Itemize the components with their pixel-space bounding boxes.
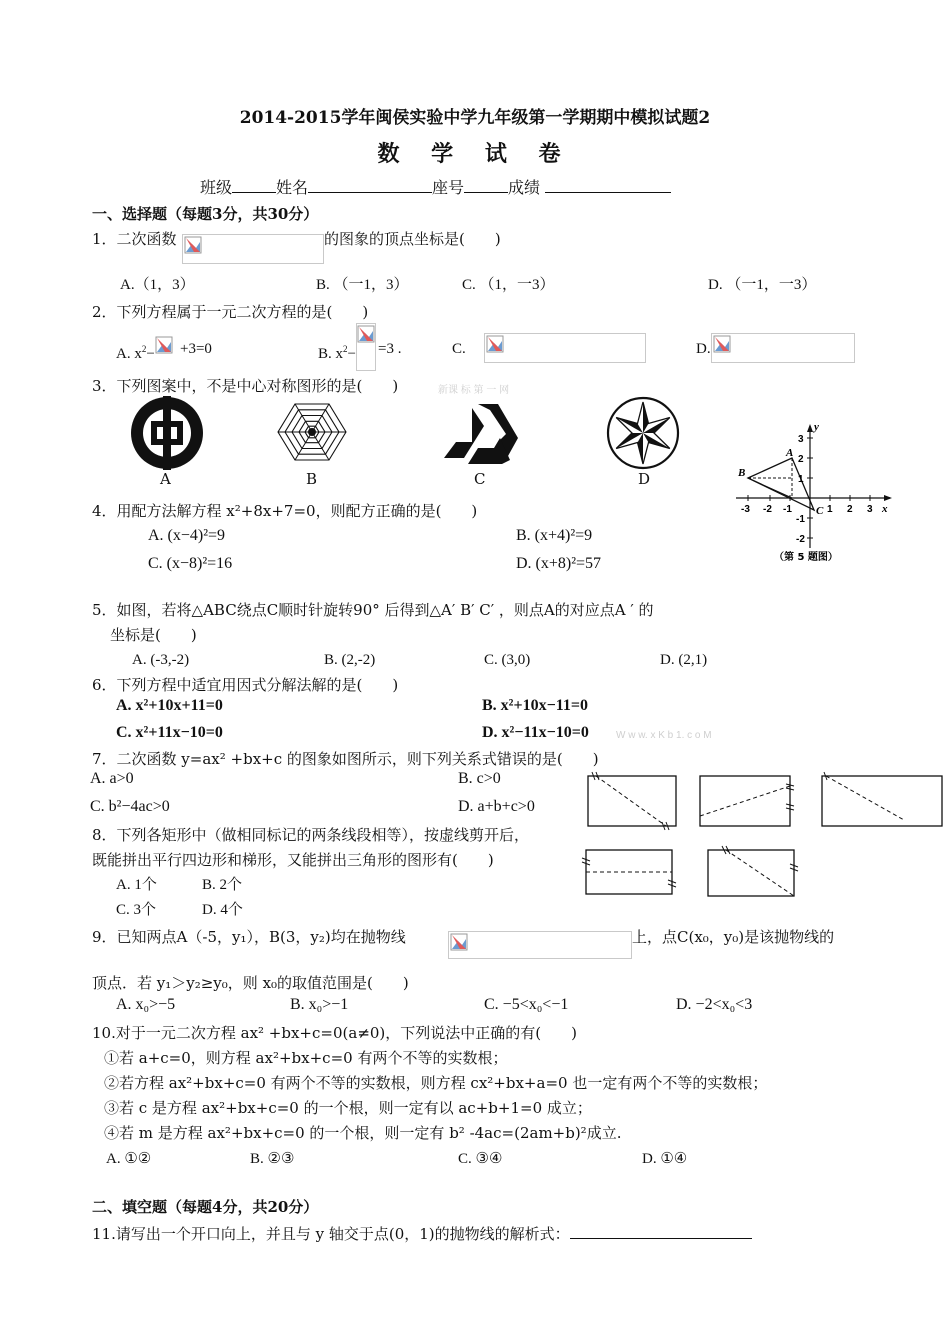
q8-stem-line2: 既能拼出平行四边形和梯形，又能拼出三角形的图形有( ) [92, 851, 494, 869]
fig5-point-b: B [738, 467, 746, 479]
q9-option-a[interactable]: A. x₀>−5 [116, 996, 176, 1013]
fig5-xtick: -2 [763, 504, 772, 515]
fig5-ytick: 1 [798, 474, 804, 485]
fig5-ytick: -2 [796, 534, 805, 545]
q8-option-d[interactable]: D. 4个 [202, 902, 243, 918]
q7-option-b[interactable]: B. c>0 [458, 770, 501, 787]
fig5-xtick: -1 [783, 504, 792, 515]
info-line [200, 178, 671, 197]
q4-option-c[interactable]: C. (x−8)²=16 [148, 555, 233, 572]
q10-statement-4: ④若 m 是方程 ax²+bx+c=0 的一个根，则一定有 b² -4ac=(2am+b)²成立. [104, 1124, 622, 1142]
fig5-ytick: 3 [798, 434, 804, 445]
exam-subtitle: 数 学 试 卷 [377, 141, 573, 167]
section-2-heading: 二、填空题（每题4分，共20分） [92, 1198, 319, 1216]
q11-text: 11.请写出一个开口向上，并且与 y 轴交于点(0，1)的抛物线的解析式： [92, 1225, 570, 1243]
q6-option-c[interactable]: C. x²+11x−10=0 [116, 724, 223, 741]
q10-option-c[interactable]: C. ③④ [458, 1151, 503, 1167]
q8-option-a[interactable]: A. 1个 [116, 877, 157, 893]
q1-option-b[interactable]: B. （一1，3） [316, 277, 409, 293]
fig5-point-c: C [816, 505, 824, 517]
q3-label-d: D [638, 470, 651, 488]
broken-image-icon [713, 335, 731, 353]
q10-stem: 10.对于一元二次方程 ax² +bx+c=0(a≠0)，下列说法中正确的有( ) [92, 1024, 577, 1042]
q7-stem: 7．二次函数 y=ax² +bx+c 的图象如图所示，则下列关系式错误的是( ) [92, 750, 599, 768]
q2-option-b[interactable]: B. $x^2-$ [318, 344, 356, 362]
q6-option-d[interactable]: D. x²−11x−10=0 [482, 724, 589, 741]
q3-stem: 3．下列图案中，不是中心对称图形的是( ) [92, 377, 399, 395]
q10-statement-3: ③若 c 是方程 ax²+bx+c=0 的一个根，则一定有以 ac+b+1=0 成立； [104, 1099, 592, 1117]
q7-option-d[interactable]: D. a+b+c>0 [458, 798, 535, 815]
q2-a-text2: +3=0 [180, 341, 212, 357]
fig5-y-label: y [814, 421, 819, 433]
q2-stem: 2．下列方程属于一元二次方程的是( ) [92, 303, 369, 321]
q11-stem [92, 1224, 752, 1243]
q1-option-d[interactable]: D. （一1，一3） [708, 277, 817, 293]
q9-formula-image [448, 931, 632, 959]
q9-stem-pre: 9．已知两点A（-5，y₁），B(3，y₂)均在抛物线 [92, 928, 406, 946]
q1-option-c[interactable]: C. （1，一3） [462, 277, 555, 293]
class-blank[interactable] [232, 178, 276, 193]
q5-option-d[interactable]: D. (2,1) [660, 652, 708, 668]
q3-figure-b-hexagon[interactable] [274, 398, 350, 466]
score-blank[interactable] [545, 178, 671, 193]
q6-option-b[interactable]: B. x²+10x−11=0 [482, 697, 588, 714]
fig5-x-label: x [882, 503, 888, 515]
q6-stem: 6．下列方程中适宜用因式分解法解的是( ) [92, 676, 399, 694]
name-label: 姓名 [276, 178, 309, 197]
q7-option-c[interactable]: C. b²−4ac>0 [90, 798, 170, 815]
q2-option-d[interactable]: D. [696, 341, 711, 357]
q4-option-d[interactable]: D. (x+8)²=57 [516, 555, 602, 572]
q3-figure-a-coin[interactable] [130, 396, 204, 470]
watermark: 新课 标 第 一 网 [438, 385, 510, 396]
q6-option-a[interactable]: A. x²+10x+11=0 [116, 697, 223, 714]
q5-option-c[interactable]: C. (3,0) [484, 652, 531, 668]
q1-option-a[interactable]: A.（1，3） [120, 277, 195, 293]
q10-option-a[interactable]: A. ①② [106, 1151, 152, 1167]
q2-b-text1: B. x [318, 346, 344, 362]
broken-image-icon [184, 236, 202, 254]
fig5-ytick: 2 [798, 454, 804, 465]
q2-option-c[interactable]: C. [452, 341, 466, 357]
q2-d-formula-image [711, 333, 855, 363]
q5-stem-line2: 坐标是( ) [110, 626, 197, 644]
broken-image-icon [155, 336, 173, 354]
q8-option-c[interactable]: C. 3个 [116, 902, 157, 918]
q9-stem-line2: 顶点．若 y₁＞y₂≥y₀，则 x₀的取值范围是( ) [92, 974, 409, 992]
broken-image-icon [450, 933, 468, 951]
seat-label: 座号 [432, 178, 465, 197]
q2-a-text1: A. x [116, 346, 142, 362]
q9-stem-post: 上，点C(x₀，y₀)是该抛物线的 [632, 928, 835, 946]
q9-option-d[interactable]: D. −2<x₀<3 [676, 996, 753, 1013]
q10-statement-2: ②若方程 ax²+bx+c=0 有两个不等的实数根，则方程 cx²+bx+a=0 也一定有两个不等的实数根； [104, 1074, 768, 1092]
q3-label-b: B [306, 470, 318, 488]
q2-option-a[interactable]: A. $x^2-$ [116, 344, 155, 362]
q10-option-b[interactable]: B. ②③ [250, 1151, 295, 1167]
class-label: 班级 [200, 178, 233, 197]
exam-title: 2014-2015学年闽侯实验中学九年级第一学期期中模拟试题2 [239, 108, 711, 128]
q5-option-a[interactable]: A. (-3,-2) [132, 652, 190, 668]
q7-option-a[interactable]: A. a>0 [90, 770, 134, 787]
q10-option-d[interactable]: D. ①④ [642, 1151, 688, 1167]
q10-statement-1: ①若 a+c=0，则方程 ax²+bx+c=0 有两个不等的实数根； [104, 1049, 508, 1067]
fig5-xtick: 3 [867, 504, 873, 515]
fig5-xtick: 2 [847, 504, 853, 515]
q3-figure-c-triangle[interactable] [444, 404, 518, 464]
q8-option-b[interactable]: B. 2个 [202, 877, 243, 893]
q5-stem-line1: 5．如图，若将△ABC绕点C顺时针旋转90° 后得到△A′ B′ C′ ，则点A的对应点A ′ 的 [92, 601, 654, 619]
section-1-heading: 一、选择题（每题3分，共30分） [92, 205, 319, 223]
q9-option-c[interactable]: C. −5<x₀<−1 [484, 996, 569, 1013]
q2-c-formula-image [484, 333, 646, 363]
q1-stem-pre: 1．二次函数 [92, 230, 177, 248]
q3-label-c: C [474, 470, 486, 488]
q1-stem-post: 的图象的顶点坐标是( ) [324, 230, 501, 248]
q1-formula-image [182, 234, 324, 264]
fig5-xtick: 1 [827, 504, 833, 515]
score-label: 成绩 [508, 178, 541, 197]
broken-image-icon [486, 335, 504, 353]
q3-label-a: A [160, 470, 171, 488]
name-blank[interactable] [308, 178, 432, 193]
fig5-point-a: A [786, 447, 794, 459]
q3-figure-d-star[interactable] [606, 396, 680, 470]
q4-option-b[interactable]: B. (x+4)²=9 [516, 527, 593, 544]
fig5-caption: （第 5 题图） [774, 552, 838, 563]
q2-b-text2: =3 . [378, 341, 402, 357]
broken-image-icon [357, 325, 375, 343]
q4-option-a[interactable]: A. (x−4)²=9 [148, 527, 226, 544]
fig5-xtick: -3 [741, 504, 750, 515]
q8-stem-line1: 8．下列各矩形中（做相同标记的两条线段相等），按虚线剪开后， [92, 826, 530, 844]
q9-option-b[interactable]: B. x₀>−1 [290, 996, 349, 1013]
q5-coordinate-figure [730, 418, 900, 568]
watermark: W w w. x K b 1. c o M [616, 730, 712, 741]
fig5-ytick: -1 [796, 514, 805, 525]
q5-option-b[interactable]: B. (2,-2) [324, 652, 376, 668]
q4-stem: 4．用配方法解方程 x²+8x+7=0，则配方正确的是( ) [92, 502, 478, 520]
seat-blank[interactable] [464, 178, 508, 193]
q8-rectangles-figure [586, 772, 910, 902]
q11-answer-blank[interactable] [570, 1224, 752, 1239]
